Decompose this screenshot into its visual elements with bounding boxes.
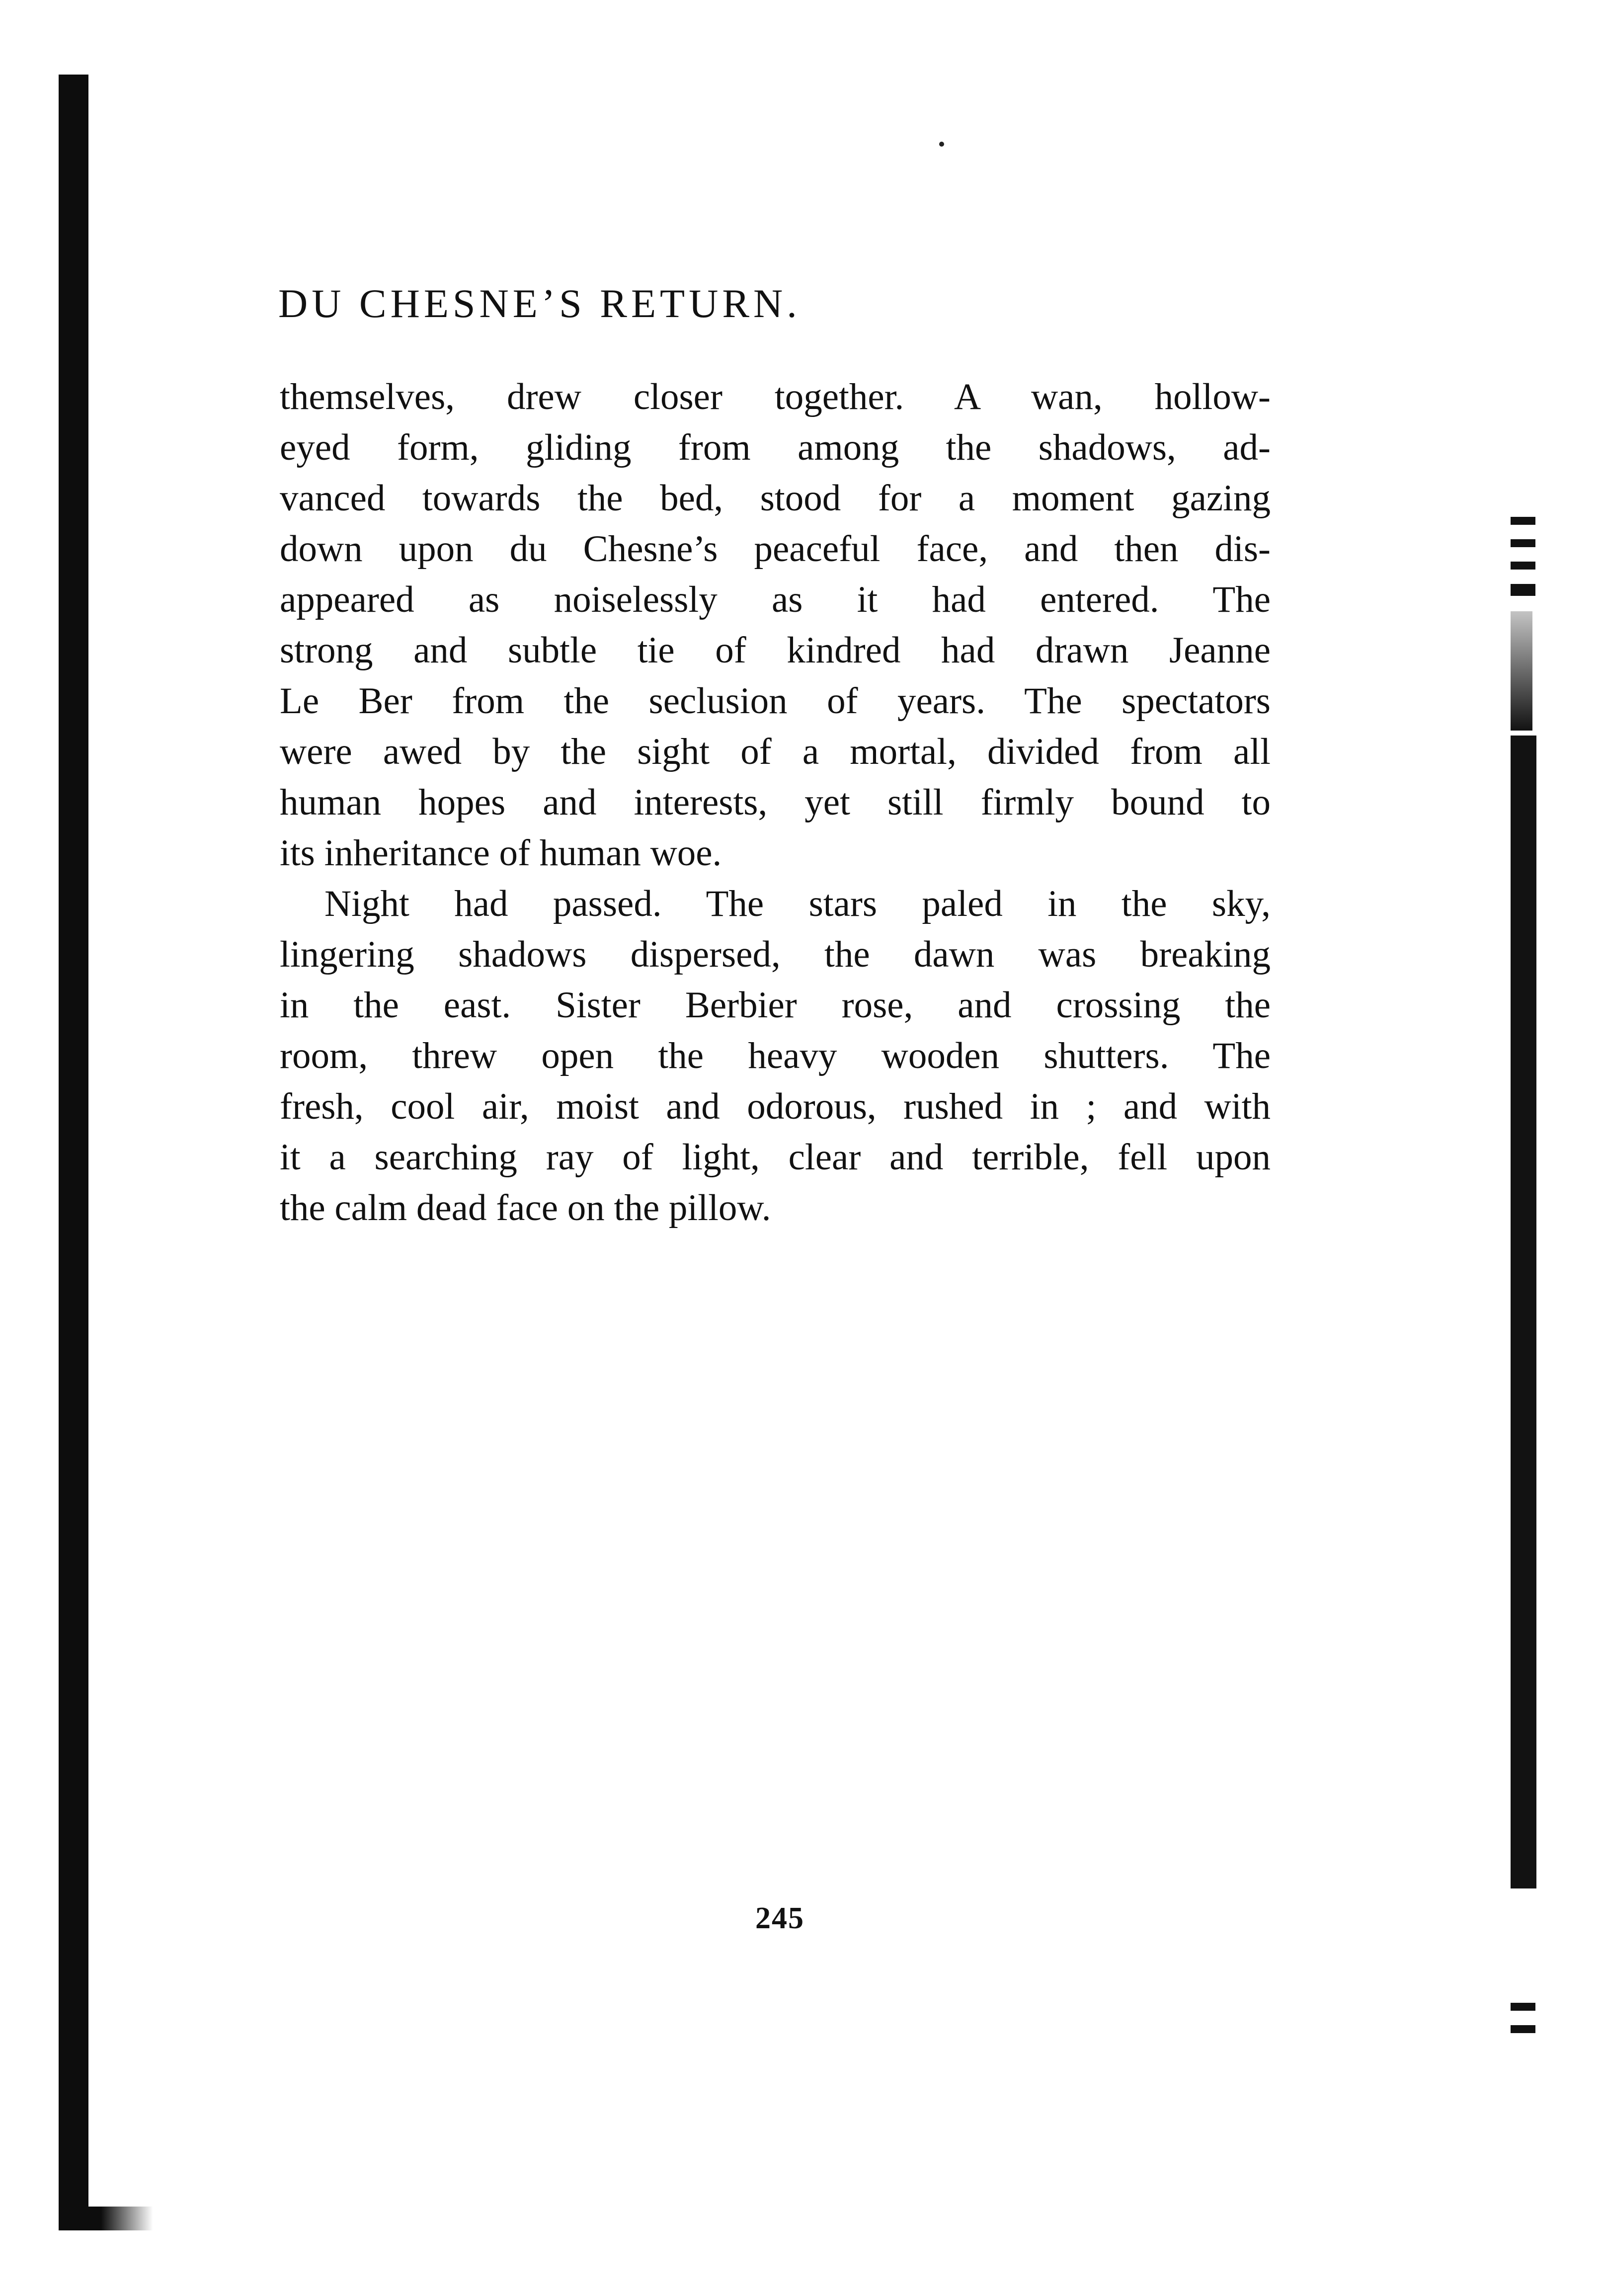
text-line: the calm dead face on the pillow.	[280, 1187, 771, 1229]
text-line: room, threw open the heavy wooden shutters. The	[280, 1035, 1271, 1076]
text-line: themselves, drew closer together. A wan, hollow-	[280, 376, 1271, 417]
scan-mark	[1511, 584, 1535, 596]
scan-edge-right-fade	[1511, 611, 1532, 731]
scan-mark	[1511, 562, 1535, 570]
text-line: human hopes and interests, yet still firmly bound to	[280, 782, 1271, 823]
text-line: lingering shadows dispersed, the dawn was breaking	[280, 934, 1271, 975]
text-line: Le Ber from the seclusion of years. The spectators	[280, 680, 1271, 722]
text-line: it a searching ray of light, clear and terrible, fell upon	[280, 1137, 1271, 1178]
scan-speck	[939, 142, 944, 147]
scan-mark	[1511, 517, 1535, 525]
text-line: fresh, cool air, moist and odorous, rushed in ; and with	[280, 1086, 1271, 1127]
text-line: were awed by the sight of a mortal, divided from all	[280, 731, 1271, 772]
text-line: down upon du Chesne’s peaceful face, and then dis-	[280, 528, 1271, 570]
running-head: DU CHESNE’S RETURN.	[278, 281, 801, 326]
scan-mark	[1511, 539, 1535, 547]
scan-edge-left-foot	[59, 2207, 153, 2230]
scan-mark	[1511, 2003, 1535, 2011]
text-line: eyed form, gliding from among the shadows, ad-	[280, 427, 1271, 468]
body-text	[280, 372, 1271, 1233]
text-line: vanced towards the bed, stood for a moment gazing	[280, 478, 1271, 519]
scan-edge-left	[59, 75, 88, 2229]
scan-mark	[1511, 2025, 1535, 2033]
text-line: appeared as noiselessly as it had entered. The	[280, 579, 1271, 620]
text-line: strong and subtle tie of kindred had drawn Jeanne	[280, 630, 1271, 671]
text-line: its inheritance of human woe.	[280, 832, 722, 874]
scan-edge-right	[1511, 736, 1536, 1888]
text-line: in the east. Sister Berbier rose, and crossing the	[280, 984, 1271, 1026]
text-line: Night had passed. The stars paled in the sky,	[324, 883, 1271, 924]
page-number: 245	[755, 1901, 804, 1935]
